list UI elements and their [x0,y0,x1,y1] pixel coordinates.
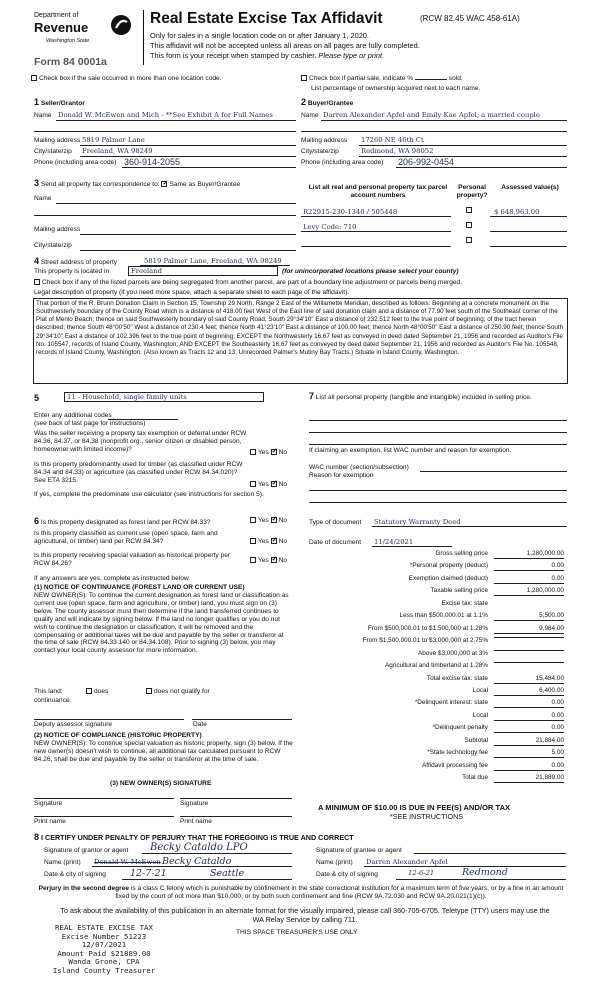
reason-label: Reason for exemption [309,472,374,479]
buyer-phone-label: Phone (including area code) [301,159,384,166]
unincorporated-note: (for unincorporated locations please select your county) [282,268,459,275]
buyer-mail-field[interactable]: 17260 NE 46th Ct [361,136,424,144]
stamp-line-5: Wanda Grone, CPA [68,957,140,967]
minimum-due: A MINIMUM OF $10.00 IS DUE IN FEE(S) AND/OR TAX [318,803,511,812]
tax-row-value[interactable]: 0.00 [494,712,564,721]
tax-row-value[interactable]: 5.00 [494,749,564,758]
revenue-label: Revenue [34,20,89,35]
historic-question: Is this property receiving special valuation as historical property per RCW 84.26? [34,552,231,567]
alt-format-notice: To ask about the availability of this publication in an alternate format for the visually impaired, please call 360-705-6705. Teletype (TTY) users may use the WA Relay Service by calling 711. [60,906,550,924]
historic-yes-no[interactable]: Yes ✓ No [250,557,287,564]
buyer-name-label: Name [301,112,319,119]
wac-note: If claiming an exemption, list WAC number and reason for exemption. [309,447,512,454]
new-owner-print-2: Print name [180,818,212,825]
codes-label: Enter any additional codes [34,412,112,419]
location-select[interactable]: Freeland [128,266,278,276]
doc-date-field[interactable]: 11/24/2021 [374,538,414,546]
tax-row-value[interactable]: 0.00 [494,562,564,571]
correspondence-line: 3 Send all property tax correspondence to: ✓ Same as Buyer/Grantee [34,178,240,188]
tax-row-label: Subtotal [464,736,488,744]
tax-row-label: Gross selling price [435,550,488,557]
tax-row-value[interactable] [494,662,564,663]
grantor-name-handwritten[interactable]: Becky Cataldo [162,856,232,867]
deputy-date-label: Date [193,721,207,728]
wa-state-label: Washington State [46,38,90,44]
tax-row-value[interactable]: 1,280,000.00 [494,587,564,596]
tax-row-label: Taxable selling price [430,587,488,595]
stamp-line-2: Excise Number 51223 [61,931,147,941]
grantor-date-field[interactable]: 12-7-21 [130,868,167,879]
pct-note: List percentage of ownership acquired next to each name. [311,85,481,92]
tax-row-label: Total due [462,774,488,782]
grantee-sig-label: Signature of grantee or agent [316,847,402,854]
partial-sale-check[interactable]: Check box if partial sale, indicate % sold. [301,75,463,82]
tax-row-label: Local [472,711,488,719]
wac-number-label: WAC number (section/subsection) [309,464,409,471]
sub-line-1: Only for sales in a single location code on or after January 1, 2020. [150,31,369,40]
notice-3-title: (3) NEW OWNER(S) SIGNATURE [110,780,212,787]
tax-row-value[interactable]: 1,280,000.00 [494,550,564,559]
parcel-1[interactable]: R22915-230-1340 / 505448 [303,208,398,216]
form-title: Real Estate Excise Tax Affidavit [150,10,383,27]
tax-row-value[interactable]: 15,484.00 [494,675,564,684]
parcel-header: List all real and personal property tax parcel account numbers [308,184,448,199]
dor-logo [24,8,144,58]
personal-prop-check-3[interactable] [466,237,472,243]
does-check[interactable]: does [86,688,108,695]
doc-type-field[interactable]: Statutory Warranty Deed [374,518,461,526]
grantor-city-field[interactable]: Seattle [210,868,245,879]
buyer-city-label: City/state/zip [301,148,339,155]
personal-prop-header: Personal property? [456,184,488,199]
tax-row-value[interactable]: 6,400.00 [494,687,564,696]
codes-note: (see back of last page for instructions) [34,420,146,427]
seller-name-label: Name [34,112,52,119]
multi-location-check[interactable]: Check box if the sale occurred in more than one location code. [31,75,222,82]
tax-row-label: Above $3,000,000 at 3% [418,649,488,657]
tax-row-label: Excise tax: state [441,599,488,607]
grantee-name-field[interactable]: Darren Alexander Apfel [366,858,448,866]
legal-desc-label: Legal description of property (if you need more space, attach a separate sheet to each page of the affidavit). [34,289,350,296]
seller-section-title: 1 Seller/Grantor [34,97,85,107]
timber-question: Is this property predominantly used for timber (as classified under RCW 84.34 and 84.33) or agriculture (as classified under RCW 84.34.020)? See ETA 3215. [34,461,243,484]
tax-row-label: *Delinquent penalty [432,724,488,732]
tax-row-value[interactable]: 0.00 [494,724,564,733]
parcel-2[interactable]: Levy Code: 710 [303,223,357,231]
forest-yes-no[interactable]: Yes ✓ No [250,517,287,524]
grantor-name-label: Name (print) [44,859,81,866]
stamp-line-3: 12/07/2021 [81,940,127,950]
doc-date-label: Date of document [309,539,362,546]
tax-row-label: *Personal property (deduct) [409,562,488,570]
new-owner-print-1: Print name [34,818,66,825]
continuance-label: continuance. [34,697,72,704]
corr-city-label: City/state/zip [34,242,72,249]
personal-prop-check-1[interactable] [466,207,472,213]
new-owner-sig-1: Signature [34,800,63,807]
stamp-line-4: Amount Paid $21889.00 [57,948,151,958]
segregated-check[interactable]: Check box if any of the listed parcels are being segregated from another parcel, are part of a boundary line adjustment or parcels being merged. [34,279,462,286]
if-yes-note: If yes, complete the predominate use calculator (see instructions for section 5). [34,491,264,498]
seller-city-label: City/state/zip [34,148,72,155]
located-label: This property is located in [34,268,110,275]
tax-row-value[interactable]: 0.00 [494,762,564,771]
tax-row-label: Local [472,686,488,694]
tax-row-label: Exemption claimed (deduct) [408,574,488,582]
tax-row-value[interactable] [494,650,564,651]
forest-question: 6 Is this property designated as forest land per RCW 84.33? [34,516,211,526]
buyer-city-field[interactable]: Redmond, WA 98052 [361,147,434,155]
legal-description-field[interactable]: That portion of the R. Brunn Donation Claim in Section 15, Township 29 North, Range 2 East of the Willamette Meridian, described as follows: Beginning at a concrete monument on the Southwesterly boundary of the County Road which is a distance of 418.00 feet West of the East line of said donation claim and a distance of 77.90 feet south of the Southeast corner of the Plat of Menlo Beach; thence on said Southwesterly boundary of said County Road, South 29°34'10" East a distance of 232.512 feet to the true point of beginning; of the tract herein described; thence South 48°00'50" West a distance of 230.4 feet; thence North 41°23'10" East a distance of 100.00 feet; thence North 48°00'50" East a distance of 250.90 feet; thence South 29°34'10" East a distance of 102.396 feet to the true point of beginning; EXCEPT the Northwesterly 16.67 feet as conveyed in deed dated September 21, 1956 and recorded as Auditor's File No. 105547, records of Island County, Washington; AND EXCEPT the Southeasterly 16.67 feet as conveyed by deed dated September 21, 1956 and recorded as Auditor's File No. 105548, records of Island County, Washington. (Also known as Tracts 12 and 13, Unrecorded Palmer's Mutiny Bay Tracts.) Situate in Island County, Washington. [33,298,568,384]
buyer-name-field[interactable]: Darren Alexander Apfel and Emily Kae Apfel, a married couple [323,111,540,119]
sub-line-2: This affidavit will not be accepted unless all areas on all pages are fully completed. [150,41,420,50]
treasurer-use-label: THIS SPACE TREASURER'S USE ONLY [236,929,358,936]
street-address-field[interactable]: 5819 Palmer Lane, Freeland, WA 98249 [144,257,282,265]
assessed-header: Assessed value(s) [501,184,559,191]
tax-row-label: Affidavit processing fee [422,761,488,769]
section-5-num: 5 [34,393,40,403]
logo-mark-icon [110,14,132,36]
notice-1-text: NEW OWNER(S): To continue the current designation as forest land or classification as current use (open space, farm and agriculture, or timber) land, you must sign on (3) below. The county assessor must then determine if the land transferred continues to qualify and will indicate by signing below. If the land no longer qualifies or you do not wish to continue the designation or classification, it will be removed and the compensating or additional taxes will be due and payable by the seller or transferor at the time of sale (RCW 84.33.140 or 84.34.108). Prior to signing (3) below, you may contact your local county assessor for more information. [34,592,289,655]
new-owner-sig-2: Signature [180,800,209,807]
grantee-name-label: Name (print) [316,859,353,866]
buyer-section-title: 2 Buyer/Grantee [301,97,354,107]
tax-row-label: Total excise tax: state [426,674,488,682]
tax-row-value[interactable]: 21,884.00 [494,737,564,746]
grantor-name-field[interactable]: Donald W. McEwen [94,858,161,866]
stamp-line-1: REAL ESTATE EXCISE TAX [55,923,153,932]
exemption-question: Was the seller receiving a property tax exemption or deferral under RCW 84.36, 84.37, or 84.38 (nonprofit org., senior citizen or disabled person, homeowner with limited income)? [34,430,247,453]
grantee-city-field[interactable]: Redmond [462,867,508,878]
tax-row-value[interactable]: 5,500.00 [494,612,564,621]
exemption-yes-no[interactable]: Yes ✓ No [250,449,287,456]
certify-statement: 8 I CERTIFY UNDER PENALTY OF PERJURY THAT THE FOREGOING IS TRUE AND CORRECT [34,832,354,842]
tax-row-label: From $500,000.01 to $1,500,000 at 1.28% [367,624,488,632]
buyer-phone-field[interactable]: 206-992-0454 [398,157,455,167]
tax-row-value[interactable]: 0.00 [494,699,564,708]
corr-name-label: Name [34,195,52,202]
doc-type-label: Type of document [309,519,362,526]
dept-label: Department of [34,12,79,19]
notice-1-title: (1) NOTICE OF CONTINUANCE (FOREST LAND OR CURRENT USE) [34,584,245,591]
tax-row-label: Agricultural and timberland at 1.28% [384,662,488,670]
perjury-notice: Perjury in the second degree is a class C felony which is punishable by confinement in the state correctional institution for a maximum term of five years, or by a fine in an amount fixed by the court of not more than $10,000, or by both such confinement and fine (RCW 9A.72.030 and RCW 9A.20.021(1)(c)). [38,885,564,900]
treasurer-stamp [34,924,174,976]
same-as-buyer-check[interactable] [161,181,167,187]
see-instructions: *SEE INSTRUCTIONS [390,812,464,821]
timber-yes-no[interactable]: Yes ✓ No [250,481,287,488]
street-address-line: 4 Street address of property [34,256,118,266]
tax-row-label: Less than $500,000.01 at 1.1% [399,612,488,620]
tax-row-value[interactable]: 9,984.00 [494,625,564,634]
seller-city-field[interactable]: Freeland, WA 98249 [82,147,153,155]
seller-phone-field[interactable]: 360-914-2055 [124,157,181,167]
grantor-signature[interactable]: Becky Cataldo LPO [150,842,248,853]
tax-row-value[interactable]: 0.00 [494,575,564,584]
land-use-select[interactable]: 11 - Household, single family units [64,392,264,402]
grantor-date-label: Date & city of signing [44,871,106,878]
this-land-label: This land: [34,688,63,695]
seller-mail-field[interactable]: 5819 Palmer Lane [82,136,145,144]
current-use-yes-no[interactable]: Yes ✓ No [250,538,287,545]
grantee-date-field[interactable]: 12-6-21 [408,869,435,877]
grantor-sig-label: Signature of grantor or agent [44,847,129,854]
any-yes-note: If any answers are yes, complete as instructed below. [34,575,191,582]
personal-property-label: 7 List all personal property (tangible and intangible) included in selling price. [309,391,532,401]
tax-row-label: *Delinquent interest: state [414,699,488,707]
current-use-question: Is this property classified as current use (open space, farm and agricultural, or timber) land per RCW 84.34? [34,530,218,545]
tax-row-label: From $1,500,000.01 to $3,000,000 at 2.75% [362,637,488,645]
tax-row-value[interactable] [494,637,564,638]
deputy-sig-label: Deputy assessor signature [34,721,113,728]
notice-2-title: (2) NOTICE OF COMPLIANCE (HISTORIC PROPERTY) [34,732,202,739]
grantee-date-label: Date & city of signing [316,871,378,878]
sub-line-3: This form is your receipt when stamped by cashier. Please type or print. [150,51,385,60]
tax-row-label: *State technology fee [427,749,488,757]
corr-mail-label: Mailing address [34,226,81,233]
personal-prop-check-2[interactable] [466,222,472,228]
does-not-check[interactable]: does not qualify for [146,688,210,695]
notice-2-text: NEW OWNER(S): To continue special valuation as historic property, sign (3) below. If the new owner(s) doesn't wish to continue, all additional tax calculated pursuant to RCW 84.26, shall be due and payable by the seller or transferor at the time of sale. [34,740,293,763]
stamp-line-6: Island County Treasurer [52,965,156,975]
tax-row-value[interactable]: 21,889.00 [494,774,564,783]
rcw-ref: (RCW 82.45 WAC 458-61A) [420,14,520,23]
assessed-1[interactable]: $ 648,963.00 [494,208,540,216]
seller-mail-label: Mailing address [34,137,81,144]
seller-phone-label: Phone (including area code) [34,159,117,166]
buyer-mail-label: Mailing address [301,137,348,144]
form-number: Form 84 0001a [34,56,107,68]
seller-name-field[interactable]: Donald W. McEwen and Mich - **See Exhibit A for Full Names [58,111,273,119]
